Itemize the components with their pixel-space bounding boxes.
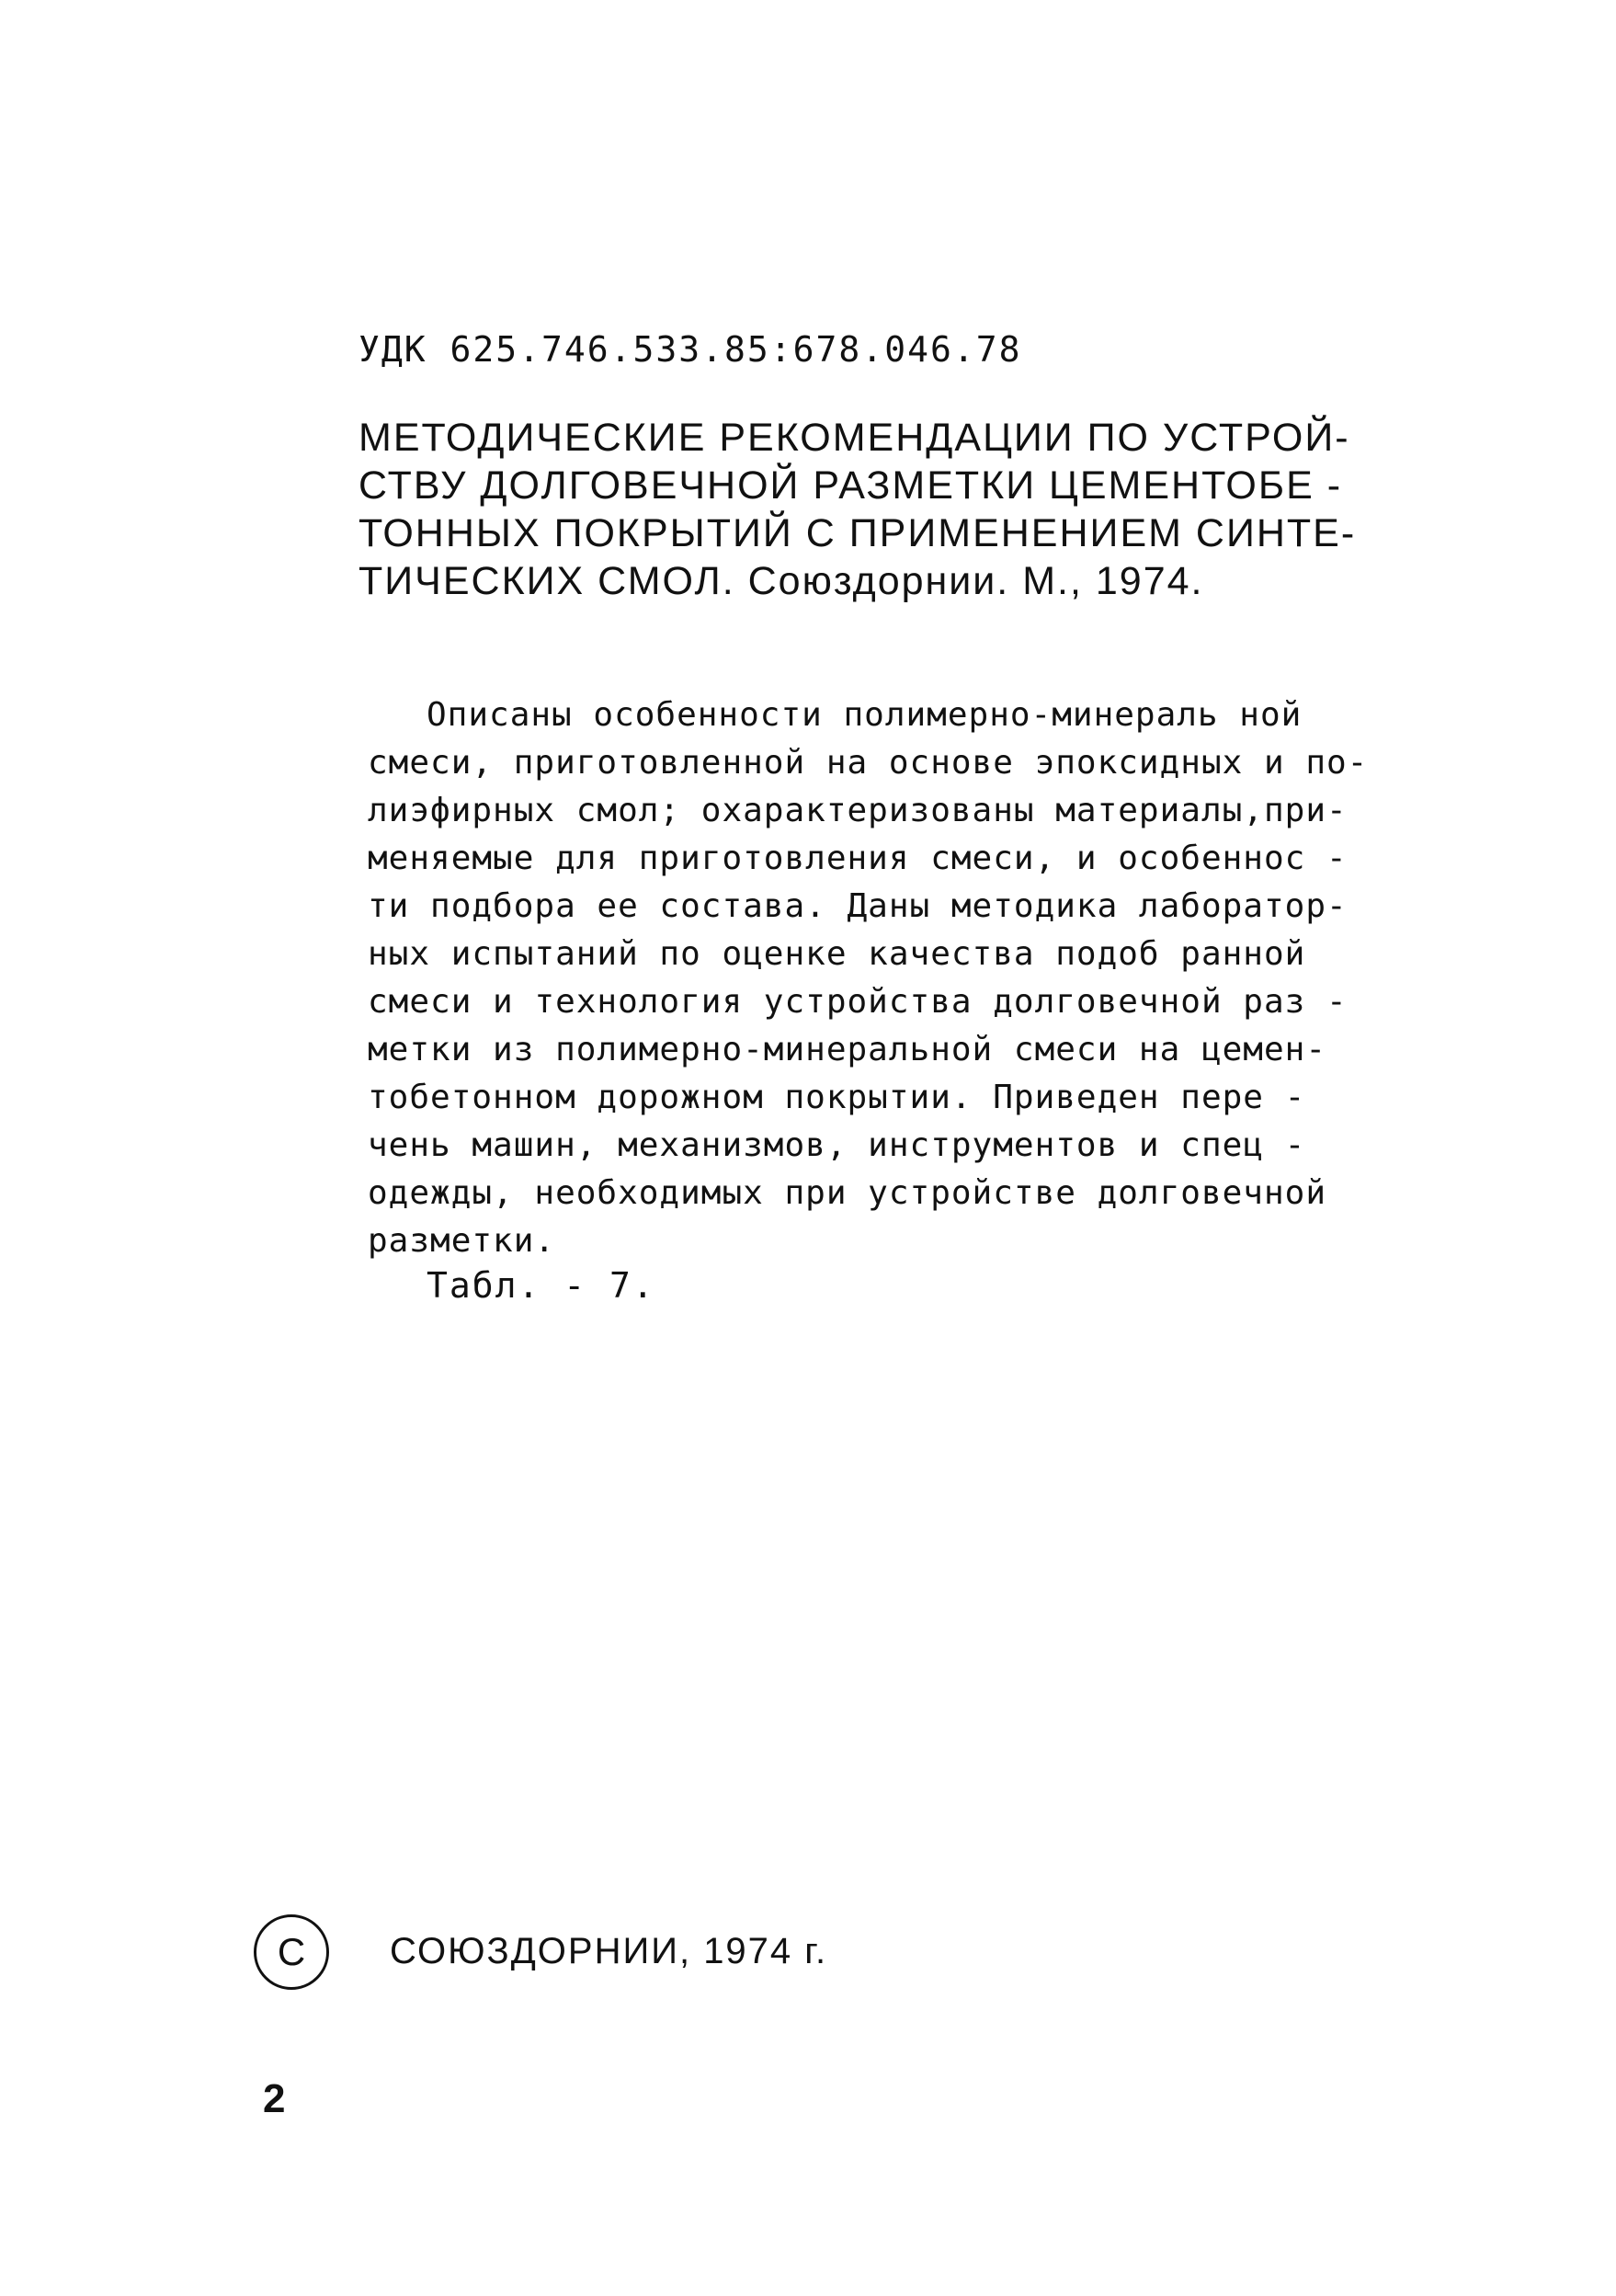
title-line: МЕТОДИЧЕСКИЕ РЕКОМЕНДАЦИИ ПО УСТРОЙ- [358,416,1350,460]
abstract-line: метки из полимерно-минеральной смеси на цемен- [368,1031,1326,1068]
copyright-icon [254,1914,329,1990]
publication-title [358,414,1462,605]
udk-code: УДК 625.746.533.85:678.046.78 [358,329,1022,370]
abstract-line: смеси, приготовленной на основе эпоксидных и по- [368,744,1369,782]
tables-count-note: Табл. - 7. [427,1265,655,1306]
title-line: ТИЧЕСКИХ СМОЛ. Союздорнии. М., 1974. [358,559,1204,603]
copyright-text: СОЮЗДОРНИИ, 1974 г. [390,1931,828,1971]
title-line: ТОННЫХ ПОКРЫТИЙ С ПРИМЕНЕНИЕМ СИНТЕ- [358,511,1357,555]
abstract-line: разметки. [368,1222,556,1260]
title-line: СТВУ ДОЛГОВЕЧНОЙ РАЗМЕТКИ ЦЕМЕНТОБЕ - [358,463,1343,508]
abstract-line: лиэфирных смол; охарактеризованы материалы,при- [368,792,1348,829]
copyright-symbol: C [277,1930,306,1973]
abstract-line: Описаны особенности полимерно-минераль ной [427,696,1303,734]
abstract-line: ных испытаний по оценке качества подоб ранной [368,935,1306,973]
abstract-paragraph [368,691,1471,1265]
abstract-line: одежды, необходимых при устройстве долговечной [368,1174,1326,1212]
abstract-line: смеси и технология устройства долговечной раз - [368,983,1348,1021]
abstract-line: тобетонном дорожном покрытии. Приведен пере - [368,1079,1306,1116]
abstract-line: ти подбора ее состава. Даны методика лаборатор- [368,887,1348,925]
abstract-line: чень машин, механизмов, инструментов и спец - [368,1126,1306,1164]
abstract-line: меняемые для приготовления смеси, и особеннос - [368,840,1348,877]
page-number: 2 [263,2076,286,2121]
